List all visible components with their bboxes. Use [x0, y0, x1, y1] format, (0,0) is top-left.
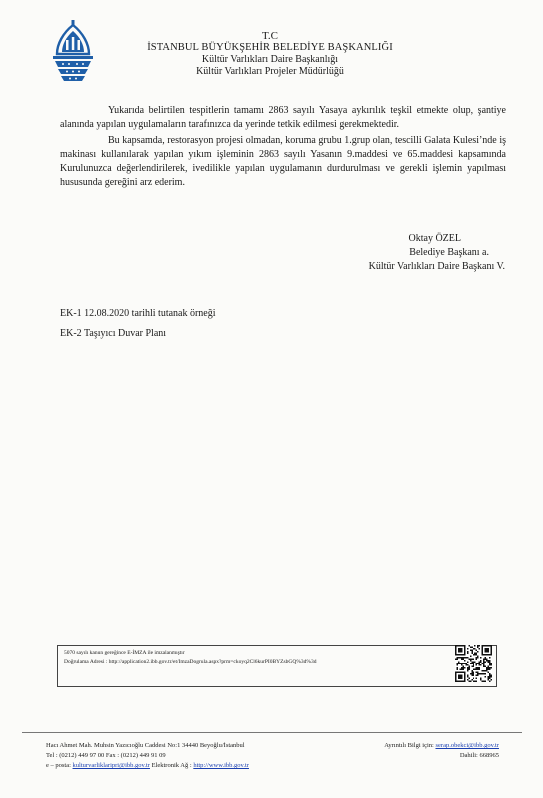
body-paragraph-2 [60, 134, 506, 190]
paragraph-text: Yukarıda belirtilen tespitlerin tamamı 2863 sayılı Yasaya aykırılık teşkil etmekte olup, şantiye alanında yapılan uygulamaların tarafınızca da yerinde tetkik edilmesi gerekmektedir. [60, 105, 506, 130]
footer-contact [46, 741, 249, 771]
body-paragraph-1 [60, 104, 506, 132]
attachment-item: EK-1 12.08.2020 tarihli tutanak örneği [60, 308, 216, 319]
footer-network-link[interactable]: http://www.ibb.gov.tr [193, 762, 249, 769]
footer-email-line [46, 761, 249, 771]
attachments-list [60, 304, 216, 344]
ibb-logo-icon [52, 20, 94, 82]
footer-network-label: Elektronik Ağ : [151, 762, 192, 769]
header-subdepartment: Kültür Varlıkları Projeler Müdürlüğü [196, 66, 344, 77]
header-organization: İSTANBUL BÜYÜKŞEHİR BELEDİYE BAŞKANLIĞI [147, 42, 393, 53]
e-signature-box [57, 645, 497, 687]
signature-block [305, 232, 505, 274]
signatory-name: Oktay ÖZEL [408, 233, 461, 244]
letterhead [120, 30, 420, 78]
footer-address: Hacı Ahmet Mah. Muhsin Yazıcıoğlu Caddesi No:1 34440 Beyoğlu/İstanbul [46, 742, 245, 749]
footer-email-link[interactable]: kulturvarliklaripri@ibb.gov.tr [72, 762, 150, 769]
footer-info-email-link[interactable]: serap.obekci@ibb.gov.tr [435, 742, 499, 749]
footer-info-line [384, 741, 499, 751]
esign-notice: 5070 sayılı kanun gereğince E-İMZA ile imzalanmıştır [64, 650, 185, 656]
footer-email-label: e – posta: [46, 762, 71, 769]
attachment-item: EK-2 Taşıyıcı Duvar Planı [60, 328, 167, 339]
qr-code-icon [455, 645, 492, 682]
footer-info [384, 741, 499, 761]
signatory-title: Kültür Varlıkları Daire Başkanı V. [368, 261, 505, 272]
signatory-role: Belediye Başkanı a. [409, 247, 489, 258]
paragraph-text: Bu kapsamda, restorasyon projesi olmadan, koruma grubu 1.grup olan, tescilli Galata Kulesi’nde iş makinası kullanılarak yapılan yıkım işleminin 2863 sayılı Yasanın 9.maddesi ve 65.maddesi kapsamında Kurulunuzca değerlendirilerek, ivedilikle yapılan uygulamanın durdurulması ve gerekli işlemin yapılması hususunda gereğini arz ederim. [60, 135, 506, 188]
footer-extension: Dahili: 668965 [459, 752, 499, 759]
footer-phone: Tel : (0212) 449 97 00 Fax : (0212) 449 91 09 [46, 752, 166, 759]
header-tc: T.C [262, 30, 278, 42]
footer-info-label: Ayrıntılı Bilgi için: [384, 742, 434, 749]
footer-divider [22, 732, 522, 733]
esign-verification-address[interactable]: Doğrulama Adresi : http://application2.ibb.gov.tr/et/ImzaDogrula.aspx?prm=ckoyq2Cl6kurPI0BYZsbGQ%3d%3d [64, 659, 317, 665]
header-department: Kültür Varlıkları Daire Başkanlığı [201, 54, 339, 65]
